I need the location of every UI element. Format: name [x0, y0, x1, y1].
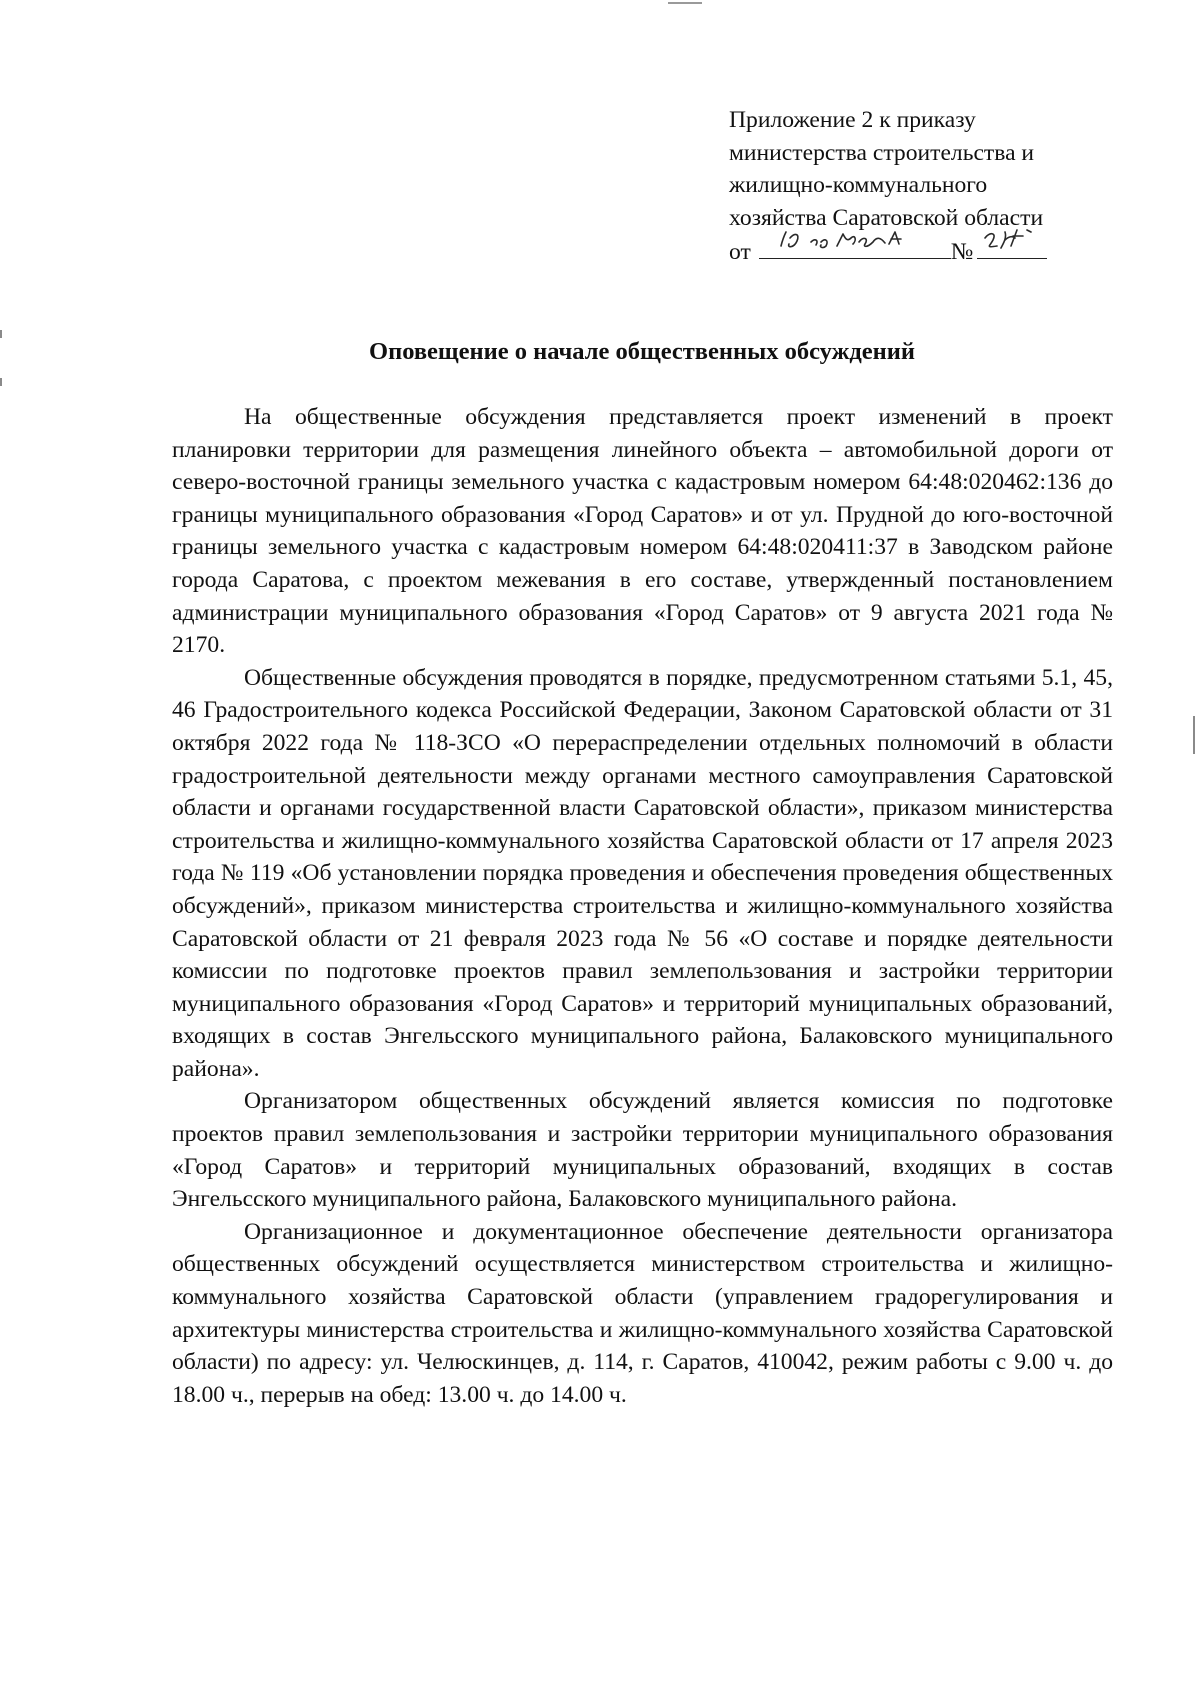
- appendix-header: [729, 104, 1169, 269]
- handwritten-number-scribble: [977, 224, 1047, 258]
- scan-artifact-right: [1193, 716, 1195, 754]
- appendix-line-3: жилищно-коммунального: [729, 172, 988, 198]
- appendix-line-2: министерства строительства и: [729, 139, 1035, 166]
- handwritten-date-field: [759, 234, 951, 259]
- number-prefix: №: [950, 239, 974, 265]
- appendix-date-number-line: [729, 234, 1169, 269]
- page-title: Оповещение о начале общественных обсуждений: [369, 338, 915, 365]
- handwritten-date-scribble: [759, 224, 951, 258]
- document-body: [172, 401, 1113, 1411]
- paragraph-project-description: На общественные обсуждения представляется проект изменений в проект планировки территории для размещения линейного объекта – автомобильной дороги от северо-восточной границы земельного участка с кадастровым номером 64:48:020462:136 до границы муниципального образования «Город Саратов» и от ул. Прудной до юго-восточной границы земельного участка с кадастровым номером 64:48:020411:37 в Заводском районе города Саратова, с проектом межевания в его составе, утвержденный постановлением администрации муниципального образования «Город Саратов» от 9 августа 2021 года № 2170.: [172, 404, 1113, 659]
- scan-artifact-left-2: [0, 378, 2, 386]
- appendix-line-1: Приложение 2 к приказу: [729, 107, 976, 133]
- paragraph-support-address: Организационное и документационное обеспечение деятельности организатора общественных обсуждений осуществляется министерством строительства и жилищно-коммунального хозяйства Саратовской области (управлением градорегулирования и архитектуры министерства строительства и жилищно-коммунального хозяйства Саратовской области) по адресу: ул. Челюскинцев, д. 114, г. Саратов, 410042, режим работы с 9.00 ч. до 18.00 ч., перерыв на обед: 13.00 ч. до 14.00 ч.: [172, 1218, 1113, 1408]
- appendix-line-4: хозяйства Саратовской области: [729, 204, 1044, 231]
- paragraph-legal-basis: Общественные обсуждения проводятся в порядке, предусмотренном статьями 5.1, 45, 46 Градостроительного кодекса Российской Федерации, Законом Саратовской области от 31 октября 2022 года № 118-ЗСО «О перераспределении отдельных полномочий в области градостроительной деятельности между органами местного самоуправления Саратовской области и органами государственной власти Саратовской области», приказом министерства строительства и жилищно-коммунального хозяйства Саратовской области от 17 апреля 2023 года № 119 «Об установлении порядка проведения и обеспечения проведения общественных обсуждений», приказом министерства строительства и жилищно-коммунального хозяйства Саратовской области от 21 февраля 2023 года № 56 «О составе и порядке деятельности комиссии по подготовке проектов правил землепользования и застройки территории муниципального образования «Город Саратов» и территорий муниципальных образований, входящих в состав Энгельсского муниципального района, Балаковского муниципального района».: [172, 664, 1113, 1082]
- paragraph-organizer: Организатором общественных обсуждений является комиссия по подготовке проектов правил землепользования и застройки территории муниципального образования «Город Саратов» и территорий муниципальных образований, входящих в состав Энгельсского муниципального района, Балаковского муниципального района.: [172, 1088, 1113, 1213]
- date-prefix: от: [729, 239, 751, 265]
- scan-artifact-top: [668, 2, 702, 4]
- handwritten-number-field: [977, 234, 1047, 259]
